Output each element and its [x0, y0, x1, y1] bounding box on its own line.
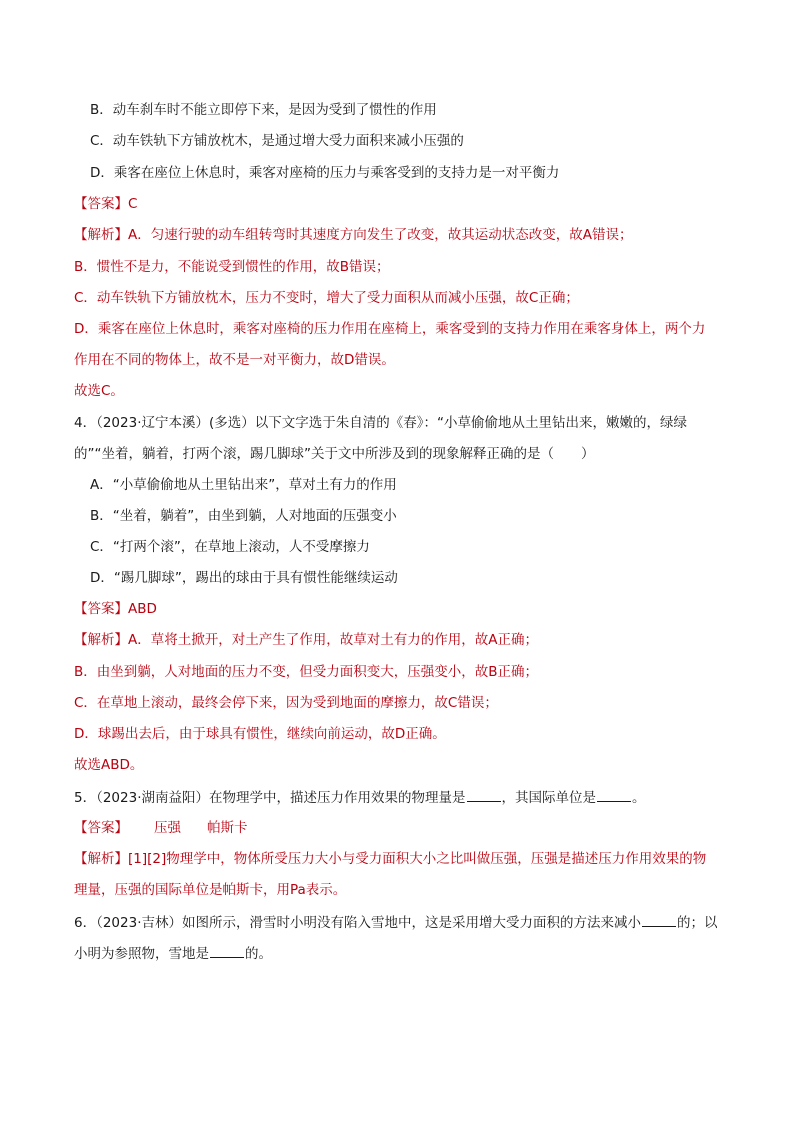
answer-tag: 【答案】 [74, 601, 128, 617]
q4-option-c: C．“打两个滚”，在草地上滚动，人不受摩擦力 [90, 539, 370, 555]
q4-analysis-a [74, 630, 734, 650]
q5-stem [74, 787, 734, 808]
analysis-text: A．匀速行驶的动车组转弯时其速度方向发生了改变，故其运动状态改变，故A错误； [128, 227, 633, 243]
q5-analysis-line2: 理量，压强的国际单位是帕斯卡，用Pa表示。 [74, 882, 347, 898]
q5-stem-part3: 。 [632, 790, 646, 806]
q3-option-d: D．乘客在座位上休息时，乘客对座椅的压力与乘客受到的支持力是一对平衡力 [90, 165, 560, 181]
q4-option-a: A．“小草偷偷地从土里钻出来”，草对土有力的作用 [90, 477, 397, 493]
answer-tag: 【答案】 [74, 196, 128, 212]
q5-analysis-line1 [74, 849, 734, 869]
answer-value-2: 帕斯卡 [207, 820, 248, 836]
q5-stem-part2: ，其国际单位是 [501, 790, 596, 806]
analysis-text: A．草将土掀开，对土产生了作用，故草对土有力的作用，故A正确； [128, 632, 538, 648]
q4-stem-line1: 4．（2023·辽宁本溪）(多选）以下文字选于朱自清的《春》：“小草偷偷地从土里钻出来，嫩嫩的，绿绿 [74, 415, 687, 431]
answer-value: C [128, 196, 138, 212]
q4-answer [74, 599, 734, 619]
answer-blank [210, 943, 244, 958]
q6-stem-line2 [74, 943, 734, 964]
q4-option-b: B．“坐着，躺着”，由坐到躺，人对地面的压强变小 [90, 508, 397, 524]
q3-analysis-b: B．惯性不是力，不能说受到惯性的作用，故B错误； [74, 259, 390, 275]
q3-analysis-d1: D．乘客在座位上休息时，乘客对座椅的压力作用在座椅上，乘客受到的支持力作用在乘客身体上，两个力 [74, 321, 706, 337]
q3-option-b: B．动车刹车时不能立即停下来，是因为受到了惯性的作用 [90, 102, 437, 118]
q5-answer [74, 818, 734, 838]
analysis-tag: 【解析】 [74, 851, 128, 867]
q3-option-c: C．动车铁轨下方铺放枕木，是通过增大受力面积来减小压强的 [90, 133, 464, 149]
answer-blank [467, 787, 501, 802]
q6-stem-part3: 小明为参照物，雪地是 [74, 946, 209, 962]
q3-conclusion: 故选C。 [74, 383, 124, 399]
q4-option-d: D．“踢几脚球”，踢出的球由于具有惯性能继续运动 [90, 570, 398, 586]
q3-analysis-c: C．动车铁轨下方铺放枕木，压力不变时，增大了受力面积从而减小压强，故C正确； [74, 290, 579, 306]
q4-analysis-b: B．由坐到躺，人对地面的压力不变，但受力面积变大，压强变小，故B正确； [74, 664, 539, 680]
answer-blank [642, 912, 676, 927]
answer-value-1: 压强 [154, 820, 181, 836]
q6-stem-line1 [74, 912, 734, 933]
analysis-text: [1][2]物理学中，物体所受压力大小与受力面积大小之比叫做压强，压强是描述压力作用效果的物 [128, 851, 707, 867]
q4-conclusion: 故选ABD。 [74, 757, 144, 773]
answer-blank [597, 787, 631, 802]
q6-stem-part1: 6．（2023·吉林）如图所示，滑雪时小明没有陷入雪地中，这是采用增大受力面积的方法来减小 [74, 915, 641, 931]
q6-stem-part4: 的。 [245, 946, 272, 962]
q4-analysis-d: D．球踢出去后，由于球具有惯性，继续向前运动，故D正确。 [74, 726, 446, 742]
q4-stem-line2: 的”“坐着，躺着，打两个滚，踢几脚球”关于文中所涉及到的现象解释正确的是（ ） [74, 446, 595, 462]
answer-value: ABD [128, 601, 157, 617]
q3-analysis-d2: 作用在不同的物体上，故不是一对平衡力，故D错误。 [74, 352, 395, 368]
q4-analysis-c: C．在草地上滚动，最终会停下来，因为受到地面的摩擦力，故C错误； [74, 695, 498, 711]
answer-tag: 【答案】 [74, 820, 128, 836]
analysis-tag: 【解析】 [74, 632, 128, 648]
q6-stem-part2: 的；以 [677, 915, 718, 931]
q5-stem-part1: 5．（2023·湖南益阳）在物理学中，描述压力作用效果的物理量是 [74, 790, 466, 806]
analysis-tag: 【解析】 [74, 227, 128, 243]
q3-analysis-a [74, 225, 734, 245]
q3-answer [74, 194, 734, 214]
